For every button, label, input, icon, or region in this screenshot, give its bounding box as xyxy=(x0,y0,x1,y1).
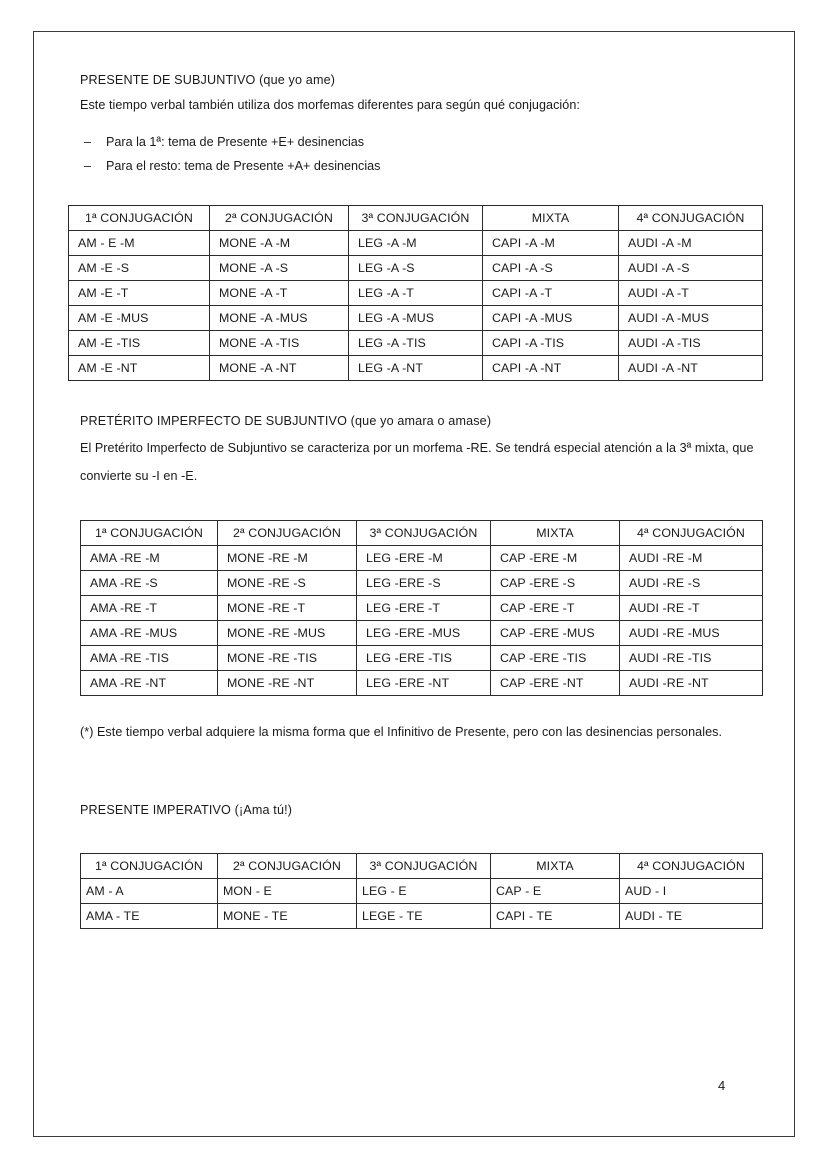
table-cell: MONE -RE -TIS xyxy=(218,646,357,671)
table-cell: AUDI -RE -T xyxy=(620,596,763,621)
table-header-row xyxy=(81,854,763,879)
column-header: 3ª CONJUGACIÓN xyxy=(357,854,491,879)
table-cell: CAPI -A -TIS xyxy=(483,331,619,356)
column-header: 3ª CONJUGACIÓN xyxy=(349,206,483,231)
table-row xyxy=(81,571,763,596)
table-cell: MONE -RE -MUS xyxy=(218,621,357,646)
table-cell: MONE -A -MUS xyxy=(210,306,349,331)
table-cell: CAPI -A -MUS xyxy=(483,306,619,331)
table-cell: CAP -ERE -NT xyxy=(491,671,620,696)
table-cell: CAPI -A -NT xyxy=(483,356,619,381)
table-cell: AMA - TE xyxy=(81,904,218,929)
table-cell: AUDI -RE -S xyxy=(620,571,763,596)
table-cell: CAPI -A -S xyxy=(483,256,619,281)
table-cell: MONE -A -T xyxy=(210,281,349,306)
table-header-row xyxy=(69,206,763,231)
table-row xyxy=(81,596,763,621)
table-cell: AM -E -MUS xyxy=(69,306,210,331)
table-cell: LEG -ERE -NT xyxy=(357,671,491,696)
table-cell: AUDI -A -NT xyxy=(619,356,763,381)
table-cell: CAP -ERE -S xyxy=(491,571,620,596)
column-header: 2ª CONJUGACIÓN xyxy=(210,206,349,231)
column-header: 1ª CONJUGACIÓN xyxy=(81,521,218,546)
table-cell: LEG -A -T xyxy=(349,281,483,306)
table-cell: LEG -A -S xyxy=(349,256,483,281)
table-presente-subjuntivo xyxy=(68,205,763,381)
table-cell: AUDI - TE xyxy=(620,904,763,929)
table-cell: AUDI -A -M xyxy=(619,231,763,256)
column-header: 2ª CONJUGACIÓN xyxy=(218,521,357,546)
list-item-label: Para la 1ª: tema de Presente +E+ desinencias xyxy=(106,135,365,149)
table-cell: MONE -A -NT xyxy=(210,356,349,381)
table-cell: MONE - TE xyxy=(218,904,357,929)
table-cell: AM -E -S xyxy=(69,256,210,281)
table-cell: MONE -RE -S xyxy=(218,571,357,596)
section-title-preterito-imperfecto: PRETÉRITO IMPERFECTO DE SUBJUNTIVO (que yo amara o amase) xyxy=(80,414,492,428)
dash-marker-icon: – xyxy=(84,159,92,173)
table-preterito-imperfecto-subjuntivo xyxy=(80,520,763,696)
page-number: 4 xyxy=(718,1078,726,1093)
section-title-presente-imperativo: PRESENTE IMPERATIVO (¡Ama tú!) xyxy=(80,803,293,817)
table-cell: LEG -ERE -T xyxy=(357,596,491,621)
table-cell: MONE -RE -NT xyxy=(218,671,357,696)
table-cell: AMA -RE -M xyxy=(81,546,218,571)
table-row xyxy=(69,306,763,331)
table-cell: AUDI -RE -MUS xyxy=(620,621,763,646)
table-cell: AMA -RE -T xyxy=(81,596,218,621)
table-cell: CAP -ERE -TIS xyxy=(491,646,620,671)
table-cell: MONE -A -M xyxy=(210,231,349,256)
table-cell: LEG -A -MUS xyxy=(349,306,483,331)
table-cell: AMA -RE -S xyxy=(81,571,218,596)
table-cell: CAPI -A -M xyxy=(483,231,619,256)
table-cell: AUDI -RE -NT xyxy=(620,671,763,696)
table-row xyxy=(69,256,763,281)
column-header: 4ª CONJUGACIÓN xyxy=(620,521,763,546)
table-row xyxy=(81,546,763,571)
table-cell: AUDI -RE -M xyxy=(620,546,763,571)
column-header: 1ª CONJUGACIÓN xyxy=(69,206,210,231)
table-cell: MONE -RE -T xyxy=(218,596,357,621)
list-item xyxy=(84,154,380,178)
table-row xyxy=(69,331,763,356)
table-cell: AUDI -A -S xyxy=(619,256,763,281)
footnote-paragraph: (*) Este tiempo verbal adquiere la misma forma que el Infinitivo de Presente, pero con las desinencias personales. xyxy=(80,725,723,739)
section1-intro-paragraph: Este tiempo verbal también utiliza dos morfemas diferentes para según qué conjugación: xyxy=(80,98,580,112)
table-header-row xyxy=(81,521,763,546)
table-row xyxy=(81,904,763,929)
table-cell: MONE -A -S xyxy=(210,256,349,281)
list-item-label: Para el resto: tema de Presente +A+ desinencias xyxy=(106,159,381,173)
table-cell: CAP -ERE -M xyxy=(491,546,620,571)
table-cell: AUD - I xyxy=(620,879,763,904)
table-cell: LEG -A -NT xyxy=(349,356,483,381)
table-cell: LEG - E xyxy=(357,879,491,904)
table-cell: MONE -RE -M xyxy=(218,546,357,571)
table-cell: LEG -A -M xyxy=(349,231,483,256)
table-cell: AM - E -M xyxy=(69,231,210,256)
table-cell: AUDI -A -MUS xyxy=(619,306,763,331)
table-cell: AUDI -RE -TIS xyxy=(620,646,763,671)
table-cell: LEG -ERE -S xyxy=(357,571,491,596)
table-cell: LEG -ERE -M xyxy=(357,546,491,571)
table-cell: AM -E -TIS xyxy=(69,331,210,356)
table-cell: CAP - E xyxy=(491,879,620,904)
column-header: 3ª CONJUGACIÓN xyxy=(357,521,491,546)
table-row xyxy=(81,621,763,646)
table-row xyxy=(69,356,763,381)
column-header: MIXTA xyxy=(483,206,619,231)
section2-paragraph: El Pretérito Imperfecto de Subjuntivo se caracteriza por un morfema -RE. Se tendrá especial atención a la 3ª mixta, que convierte su -I en -E. xyxy=(80,441,754,483)
table-row xyxy=(81,671,763,696)
table-cell: AM - A xyxy=(81,879,218,904)
table-cell: AMA -RE -TIS xyxy=(81,646,218,671)
table-cell: AMA -RE -NT xyxy=(81,671,218,696)
table-row xyxy=(81,646,763,671)
table-cell: AUDI -A -T xyxy=(619,281,763,306)
column-header: 4ª CONJUGACIÓN xyxy=(619,206,763,231)
dash-marker-icon: – xyxy=(84,135,92,149)
column-header: 2ª CONJUGACIÓN xyxy=(218,854,357,879)
table-cell: LEG -ERE -TIS xyxy=(357,646,491,671)
table-row xyxy=(69,281,763,306)
column-header: MIXTA xyxy=(491,521,620,546)
list-item xyxy=(84,130,380,154)
column-header: 4ª CONJUGACIÓN xyxy=(620,854,763,879)
table-cell: AMA -RE -MUS xyxy=(81,621,218,646)
section1-bullet-list xyxy=(84,130,380,178)
column-header: MIXTA xyxy=(491,854,620,879)
table-cell: AM -E -NT xyxy=(69,356,210,381)
table-cell: CAPI -A -T xyxy=(483,281,619,306)
table-cell: MONE -A -TIS xyxy=(210,331,349,356)
table-presente-imperativo xyxy=(80,853,763,929)
column-header: 1ª CONJUGACIÓN xyxy=(81,854,218,879)
table-cell: LEGE - TE xyxy=(357,904,491,929)
table-row xyxy=(69,231,763,256)
table-cell: CAPI - TE xyxy=(491,904,620,929)
table-cell: LEG -ERE -MUS xyxy=(357,621,491,646)
table-cell: CAP -ERE -MUS xyxy=(491,621,620,646)
section-title-presente-subjuntivo: PRESENTE DE SUBJUNTIVO (que yo ame) xyxy=(80,73,336,87)
table-cell: AUDI -A -TIS xyxy=(619,331,763,356)
table-cell: CAP -ERE -T xyxy=(491,596,620,621)
table-cell: AM -E -T xyxy=(69,281,210,306)
table-row xyxy=(81,879,763,904)
table-cell: LEG -A -TIS xyxy=(349,331,483,356)
table-cell: MON - E xyxy=(218,879,357,904)
